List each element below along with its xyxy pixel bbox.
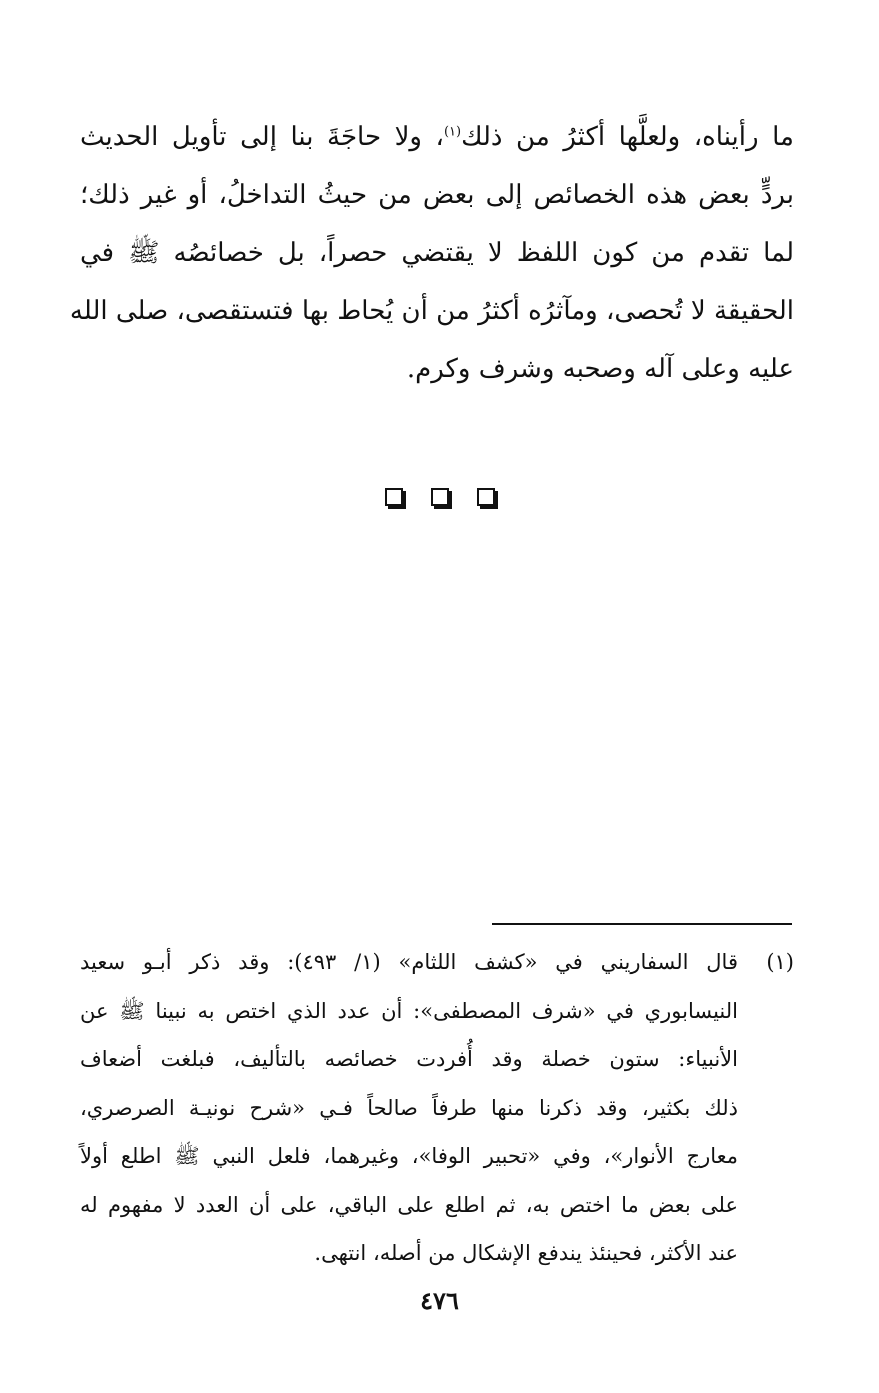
main-line-1: [80, 108, 794, 166]
square-ornament-icon: [477, 488, 495, 506]
main-paragraph: [69, 108, 794, 398]
footnote-line-5: معارج الأنوار»، وفي «تحبير الوفا»، وغيرهما، فلعل النبي ﷺ اطلع أولاً: [80, 1144, 738, 1168]
main-line-5: عليه وعلى آله وصحبه وشرف وكرم.: [406, 354, 794, 384]
footnote-line-6: على بعض ما اختص به، ثم اطلع على الباقي، على أن العدد لا مفهوم له: [80, 1192, 738, 1217]
footnote-reference: (١): [443, 124, 462, 140]
main-line-3: لما تقدم من كون اللفظ لا يقتضي حصراً، بل خصائصُه ﷺ في: [80, 238, 794, 268]
section-end-marks: [0, 488, 879, 506]
footnote: [80, 938, 794, 1278]
square-ornament-icon: [385, 488, 403, 506]
footnote-divider: [492, 923, 792, 925]
footnote-body: [80, 938, 738, 1278]
footnote-line-4: ذلك بكثير، وقد ذكرنا منها طرفاً صالحاً فـي «شرح نونيـة الصرصري،: [80, 1095, 738, 1120]
page-number: ٤٧٦: [420, 1286, 459, 1315]
footnote-line-7: عند الأكثر، فحينئذ يندفع الإشكال من أصله، انتهى.: [314, 1241, 738, 1265]
main-line-4: الحقيقة لا تُحصى، ومآثرُه أكثرُ من أن يُحاط بها فتستقصى، صلى الله: [69, 296, 794, 326]
footnote-line-2: النيسابوري في «شرف المصطفى»: أن عدد الذي اختص به نبينا ﷺ عن: [80, 998, 738, 1023]
main-line-1-tail: ، ولا حاجَةَ بنا إلى تأويل الحديث: [80, 122, 444, 152]
main-line-1-text: ما رأيناه، ولعلَّها أكثرُ من ذلك: [461, 122, 794, 152]
main-line-2: بردٍّ بعض هذه الخصائص إلى بعض من حيثُ التداخلُ، أو غير ذلك؛: [80, 180, 794, 210]
footnote-line-3: الأنبياء: ستون خصلة وقد أُفردت خصائصه بالتأليف، فبلغت أضعاف: [80, 1047, 738, 1071]
square-ornament-icon: [431, 488, 449, 506]
footnote-line-1: قال السفاريني في «كشف اللثام» (١/ ٤٩٣): وقد ذكر أبـو سعيد: [80, 950, 738, 974]
footnote-number: (١): [766, 950, 794, 974]
